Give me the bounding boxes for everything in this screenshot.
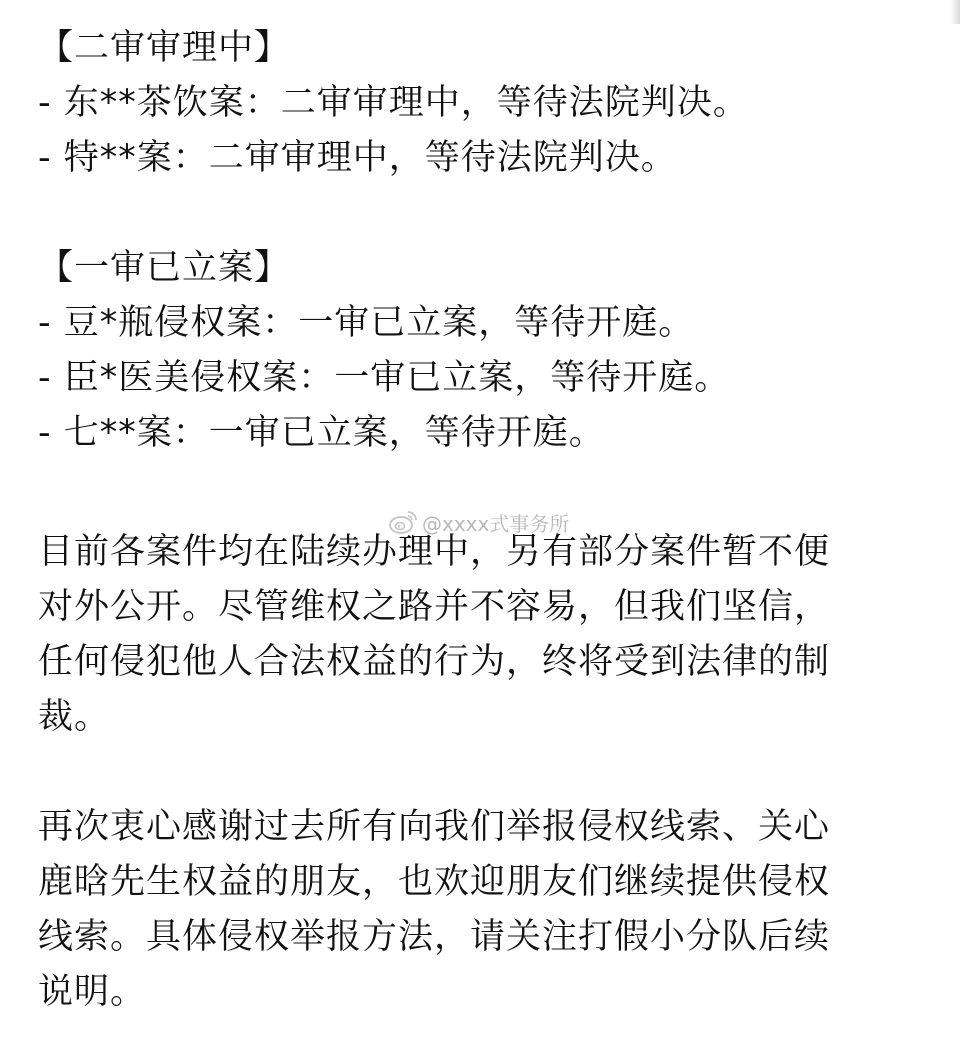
section-heading-first-instance: 【一审已立案】 bbox=[38, 248, 291, 288]
case-item: - 七**案：一审已立案，等待开庭。 bbox=[38, 413, 605, 453]
case-item: - 特**案：二审审理中，等待法院判决。 bbox=[38, 138, 677, 178]
paragraph-status-line: 裁。 bbox=[38, 697, 111, 737]
case-item: - 臣*医美侵权案：一审已立案，等待开庭。 bbox=[38, 358, 731, 398]
paragraph-thanks-line: 鹿晗先生权益的朋友，也欢迎朋友们继续提供侵权 bbox=[38, 862, 831, 902]
case-item: - 豆*瓶侵权案：一审已立案，等待开庭。 bbox=[38, 303, 695, 343]
paragraph-status-line: 对外公开。尽管维权之路并不容易，但我们坚信， bbox=[38, 587, 831, 627]
watermark-text: @xxxx式事务所 bbox=[422, 511, 570, 536]
paragraph-thanks-line: 再次衷心感谢过去所有向我们举报侵权线索、关心 bbox=[38, 807, 831, 847]
corner-shadow bbox=[950, 0, 960, 24]
paragraph-thanks-line: 说明。 bbox=[38, 972, 147, 1012]
paragraph-status-line: 任何侵犯他人合法权益的行为，终将受到法律的制 bbox=[38, 642, 831, 682]
paragraph-thanks-line: 线索。具体侵权举报方法，请关注打假小分队后续 bbox=[38, 917, 831, 957]
case-item: - 东**茶饮案：二审审理中，等待法院判决。 bbox=[38, 83, 749, 123]
section-heading-second-instance: 【二审审理中】 bbox=[38, 28, 291, 68]
paragraph-status-line: 目前各案件均在陆续办理中，另有部分案件暂不便 bbox=[38, 532, 831, 572]
